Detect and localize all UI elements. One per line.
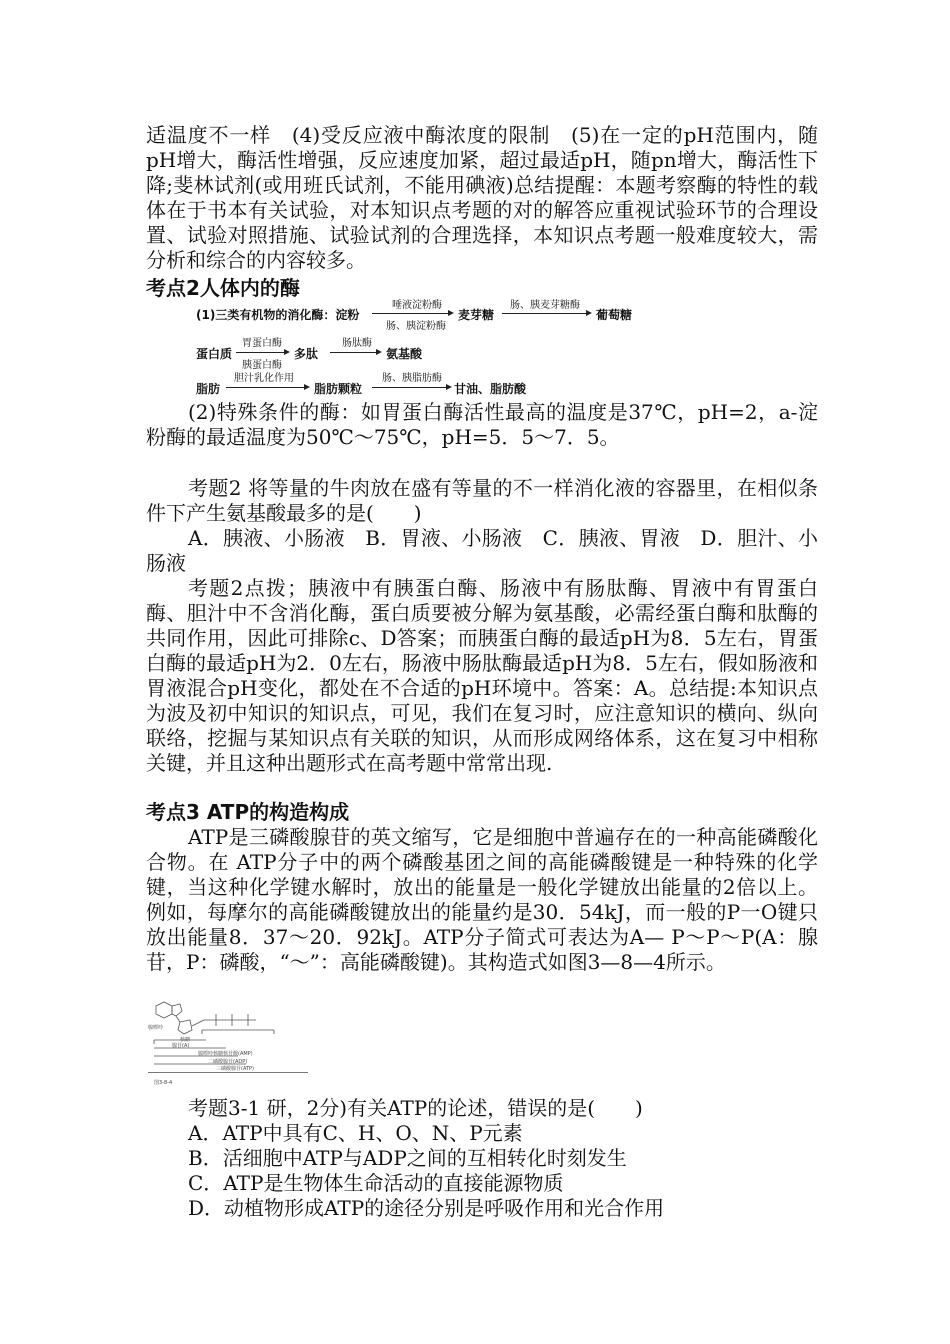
diagram-arrow [236, 352, 288, 353]
question-2-options: A．胰液、小肠液 B．胃液、小肠液 C．胰液、胃液 D．胆汁、小肠液 [146, 526, 818, 575]
question-3-1-option-a: A．ATP中具有C、H、O、N、P元素 [188, 1121, 523, 1145]
diagram-arrow [502, 313, 590, 314]
question-3-1-option-b: B．活细胞中ATP与ADP之间的互相转化时刻发生 [188, 1146, 627, 1170]
diagram-row2-enzyme-top: 胃蛋白酶 [242, 338, 282, 349]
atp-structure-figure [146, 1000, 318, 1086]
diagram-arrow [226, 387, 308, 388]
diagram-row3-end: 甘油、脂肪酸 [454, 382, 527, 396]
atp-figure-label: 核糖 [180, 1037, 191, 1043]
atp-figure-label: 腺苷(A) [172, 1043, 190, 1049]
diagram-row3-enzyme1: 胆汁乳化作用 [234, 373, 294, 384]
diagram-row1-enzyme-top: 唾液淀粉酶 [392, 300, 442, 311]
section-heading-atp-structure: 考点3 ATP的构造构成 [146, 800, 350, 824]
diagram-row1-enzyme-bottom: 肠、胰淀粉酶 [386, 321, 446, 332]
diagram-arrow [330, 352, 380, 353]
diagram-row1-mid: 麦芽糖 [458, 308, 495, 322]
diagram-row3-enzyme2: 肠、胰脂肪酶 [382, 373, 442, 384]
question-2-hint: 考题2点拨；胰液中有胰蛋白酶、肠液中有肠肽酶、胃液中有胃蛋白酶、胆汁中不含消化酶，蛋白质要被分解为氨基酸，必需经蛋白酶和肽酶的共同作用，因此可排除c、D答案；而胰蛋白酶的最适pH为8．5左右，胃蛋白酶的最适pH为2．0左右，肠液中肠肽酶最适pH为8．5左右，假如肠液和胃液混合pH变化，都处在不合适的pH环境中。答案：A。总结提:本知识点为波及初中知识的知识点，可见，我们在复习时，应注意知识的横向、纵向联络，挖掘与某知识点有关联的知识，从而形成网络体系，这在复习中相称关键，并且这种出题形式在高考题中常常出现. [146, 576, 818, 775]
diagram-row2-enzyme2: 肠肽酶 [342, 338, 372, 349]
section-heading-human-enzymes: 考点2人体内的酶 [146, 276, 300, 300]
question-3-1-option-d: D．动植物形成ATP的途径分别是呼吸作用和光合作用 [188, 1196, 665, 1220]
atp-figure-label: 三磷酸腺苷(ATP) [216, 1066, 255, 1072]
diagram-row2-start: 蛋白质 [196, 347, 233, 361]
paragraph-special-enzymes: (2)特殊条件的酶：如胃蛋白酶活性最高的温度是37℃，pH=2，a-淀粉酶的最适温度为50℃～75℃，pH=5．5～7．5。 [146, 400, 818, 449]
question-3-1-option-c: C．ATP是生物体生命活动的直接能源物质 [188, 1171, 564, 1195]
diagram-row1-label: (1)三类有机物的消化酶：淀粉 [196, 308, 360, 322]
atp-figure-caption: 图3-8-4 [154, 1080, 173, 1086]
diagram-row3-start: 脂肪 [196, 382, 221, 396]
question-3-1: 考题3-1 研，2分)有关ATP的论述，错误的是( ) [188, 1096, 643, 1120]
atp-figure-label: 二磷酸腺苷(ADP) [208, 1059, 248, 1065]
diagram-row1-enzyme2: 肠、胰麦芽糖酶 [510, 300, 580, 311]
diagram-row2-mid: 多肽 [294, 347, 319, 361]
diagram-arrow [372, 313, 452, 314]
diagram-row1-end: 葡萄糖 [596, 308, 633, 322]
digestion-enzyme-diagram [196, 300, 656, 398]
question-2: 考题2 将等量的牛肉放在盛有等量的不一样消化液的容器里，在相似条件下产生氨基酸最多的是( ) [146, 476, 818, 525]
paragraph-enzyme-summary: 适温度不一样 (4)受反应液中酶浓度的限制 (5)在一定的pH范围内，随pH增大，酶活性增强，反应速度加紧，超过最适pH，随pn增大，酶活性下降;斐林试剂(或用班氏试剂，不能用碘液)总结提醒：本题考察酶的特性的载体在于书本有关试验，对本知识点考题的对的解答应重视试验环节的合理设置、试验对照措施、试验试剂的合理选择，本知识点考题一般难度较大，需分析和综合的内容较多。 [146, 123, 818, 272]
paragraph-atp: ATP是三磷酸腺苷的英文缩写，它是细胞中普遍存在的一种高能磷酸化合物。在 ATP分子中的两个磷酸基团之间的高能磷酸键是一种特殊的化学键，当这种化学键水解时，放出的能量是一般化学键放出能量的2倍以上。例如，每摩尔的高能磷酸键放出的能量约是30．54kJ，而一般的P一O键只放出能量8．37～20．92kJ。ATP分子简式可表达为A— P～P～P(A：腺苷，P：磷酸，“～”：高能磷酸键)。其构造式如图3—8—4所示。 [146, 825, 818, 974]
diagram-row2-enzyme-bottom: 胰蛋白酶 [242, 360, 282, 371]
diagram-row2-end: 氨基酸 [386, 347, 423, 361]
diagram-arrow [372, 387, 450, 388]
diagram-row3-mid: 脂肪颗粒 [314, 382, 363, 396]
atp-figure-label: 腺嘌呤 [148, 1025, 164, 1031]
atp-figure-label: 腺嘌呤核糖核苷酸(AMP) [198, 1051, 253, 1057]
